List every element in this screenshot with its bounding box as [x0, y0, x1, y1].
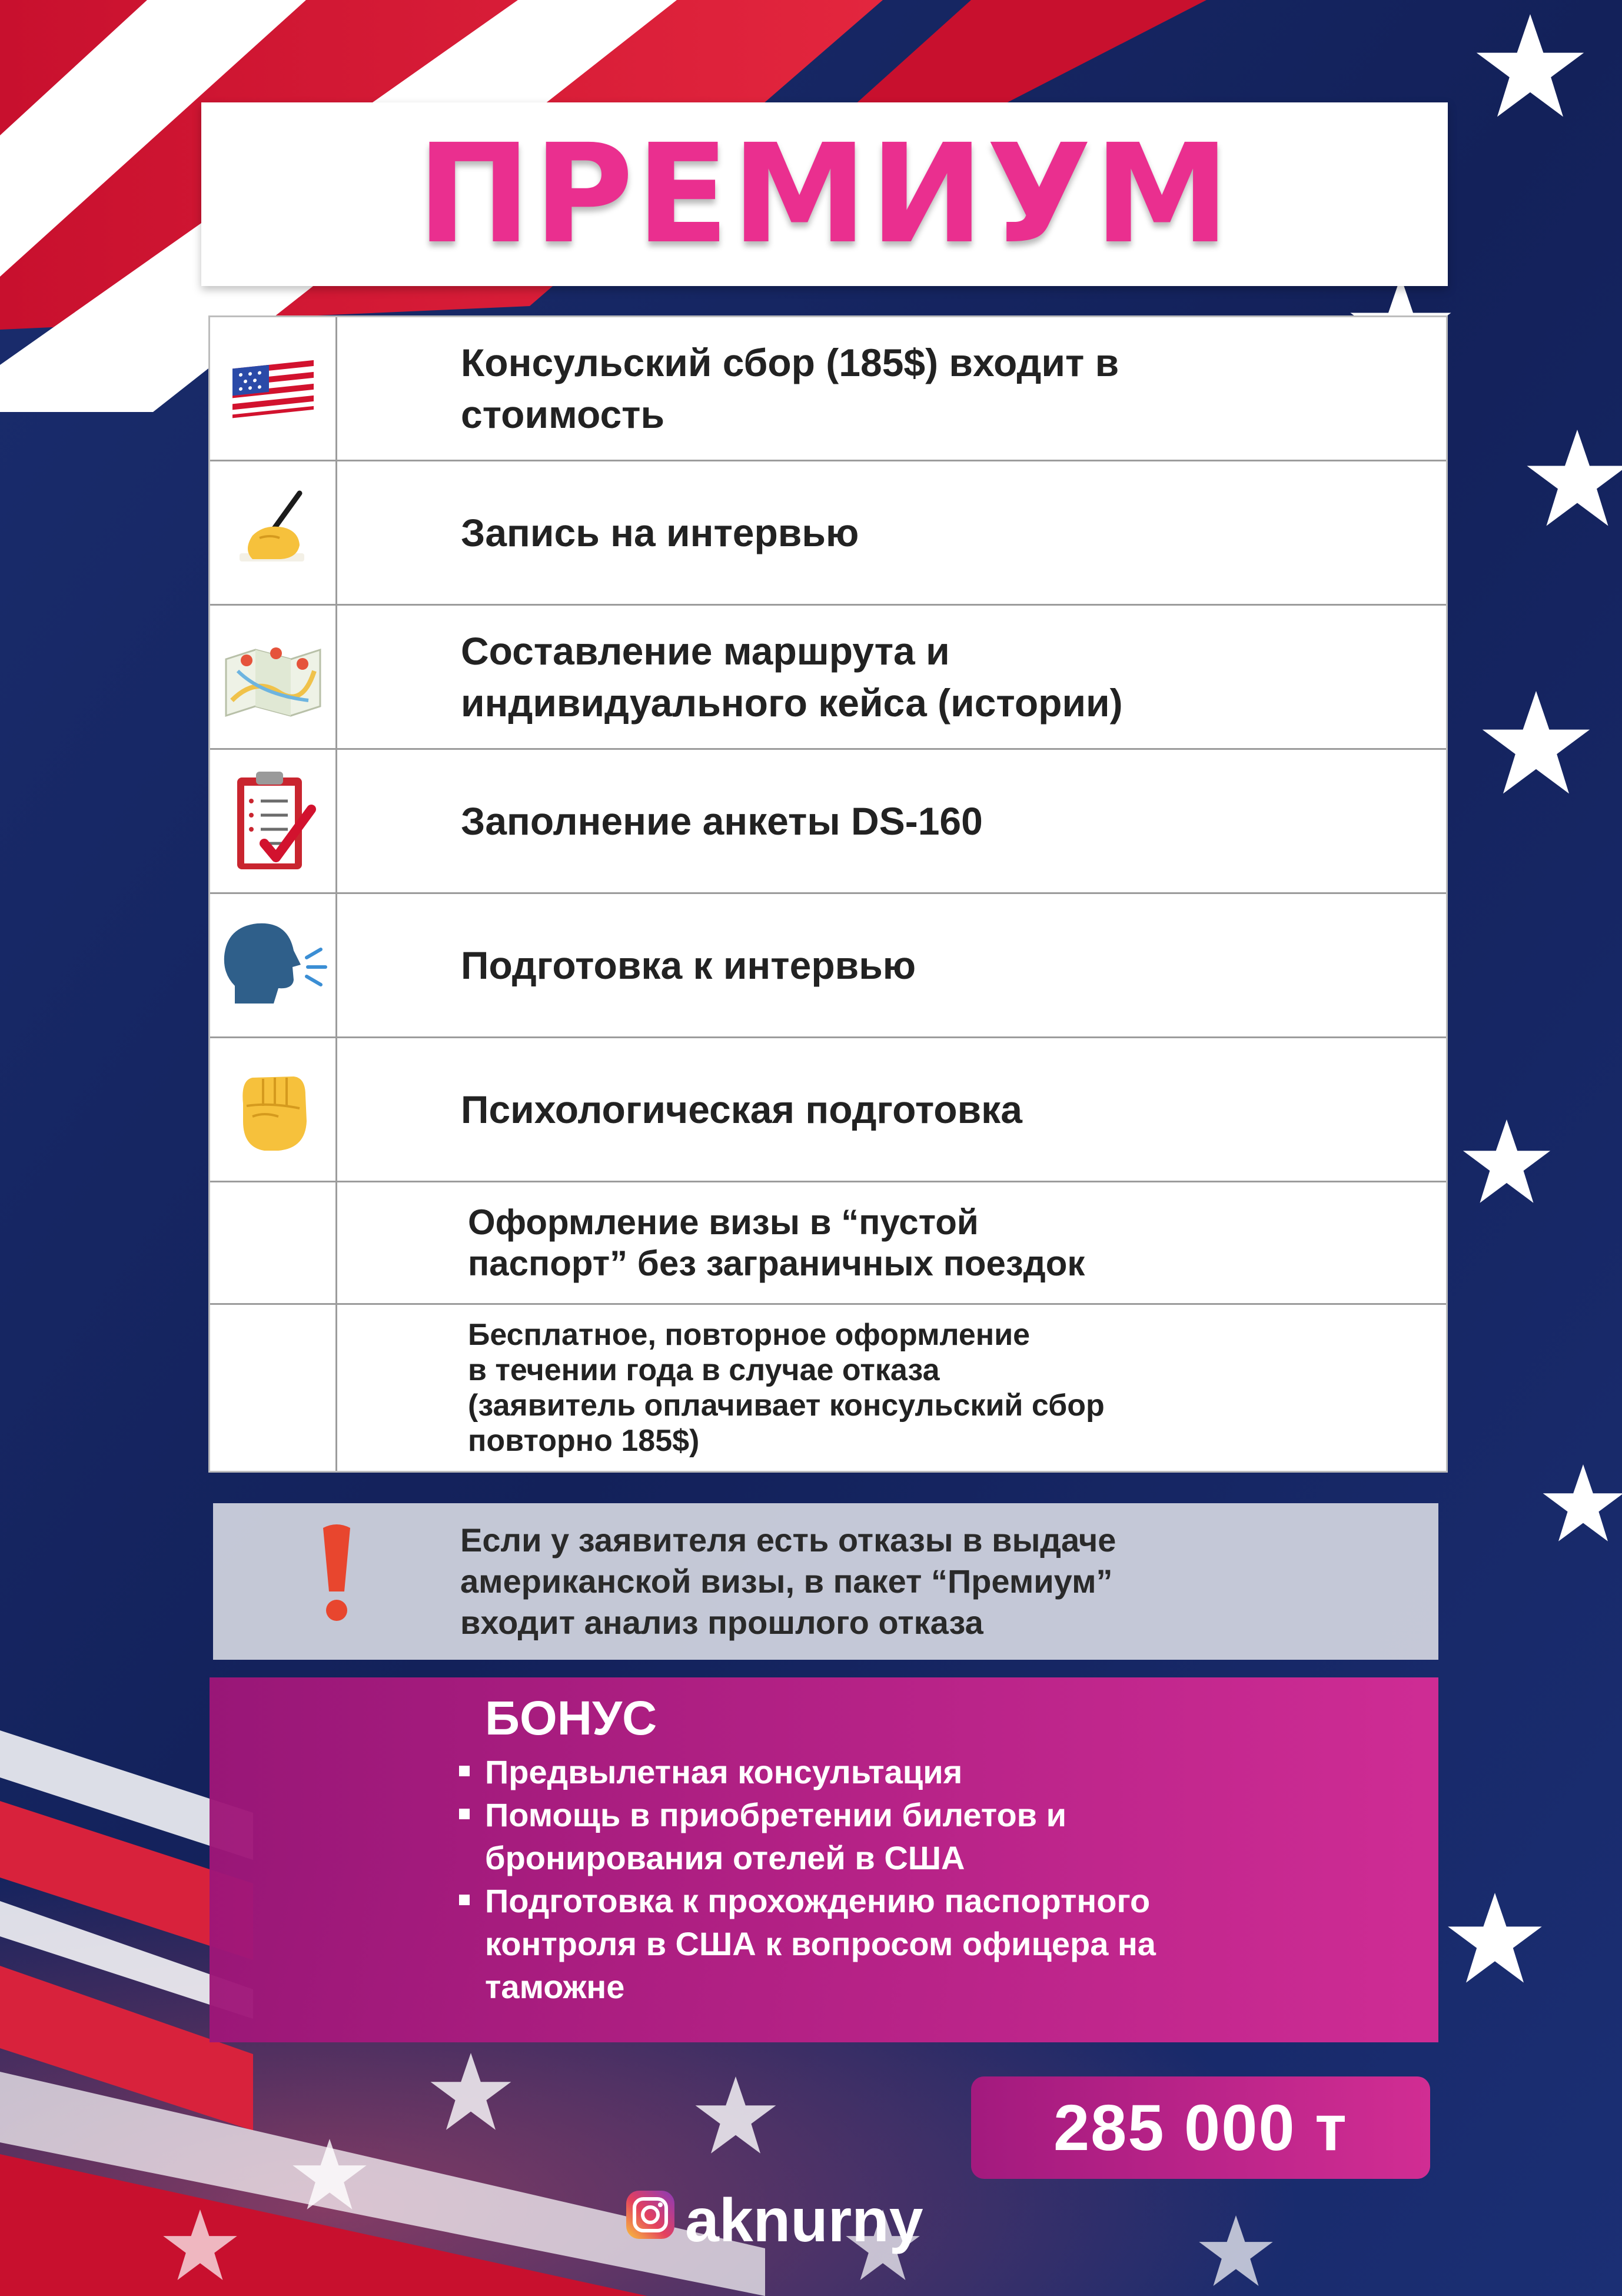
clipboard-check-icon: [210, 750, 337, 892]
feature-row: [210, 1038, 1446, 1182]
feature-row: [210, 750, 1446, 894]
feature-text: Психологическая подготовка: [461, 1088, 1022, 1131]
feature-text: Консульский сбор (185$) входит в стоимость: [461, 341, 1119, 436]
bonus-title: БОНУС: [485, 1692, 657, 1745]
feature-text: Заполнение анкеты DS-160: [461, 799, 983, 843]
feature-icon-empty: [210, 1182, 337, 1303]
feature-text: Подготовка к интервью: [461, 943, 916, 987]
page-title: ПРЕМИУМ: [417, 115, 1232, 274]
title-banner: [201, 102, 1448, 286]
feature-row: [210, 1182, 1446, 1305]
instagram-icon: [624, 2186, 677, 2256]
exclamation-icon: [213, 1503, 460, 1627]
feature-text: Бесплатное, повторное оформление в течении года в случае отказа (заявитель оплачивает консульский сбор повторно 185$): [468, 1318, 1105, 1458]
feature-row: [210, 1305, 1446, 1471]
feature-icon-empty: [210, 1305, 337, 1471]
instagram-handle[interactable]: [624, 2182, 923, 2259]
feature-text: Составление маршрута и индивидуального кейса (истории): [461, 629, 1123, 725]
writing-hand-icon: [210, 461, 337, 604]
feature-text: Оформление визы в “пустой паспорт” без заграничных поездок: [468, 1202, 1085, 1283]
speaking-head-icon: [210, 894, 337, 1036]
bonus-item: Подготовка к прохождению паспортного контроля в США к вопросом офицера на таможне: [485, 1879, 1438, 2008]
bonus-item: Помощь в приобретении билетов и бронирования отелей в США: [485, 1793, 1438, 1879]
feature-row: [210, 894, 1446, 1038]
feature-row: [210, 606, 1446, 750]
notice-text: Если у заявителя есть отказы в выдаче американской визы, в пакет “Премиум” входит анализ прошлого отказа: [460, 1521, 1116, 1641]
feature-row: [210, 317, 1446, 461]
bonus-item: Предвылетная консультация: [485, 1750, 1438, 1793]
us-flag-icon: [210, 317, 337, 460]
map-icon: [210, 606, 337, 748]
features-table: [208, 315, 1448, 1473]
instagram-handle-text: aknurny: [685, 2186, 923, 2255]
bonus-panel: [210, 1677, 1438, 2042]
feature-text: Запись на интервью: [461, 511, 859, 554]
refusal-notice: [213, 1503, 1438, 1660]
raised-fist-icon: [210, 1038, 337, 1181]
feature-row: [210, 461, 1446, 606]
price-badge: 285 000 т: [971, 2076, 1430, 2179]
bonus-list: [485, 1750, 1438, 2008]
